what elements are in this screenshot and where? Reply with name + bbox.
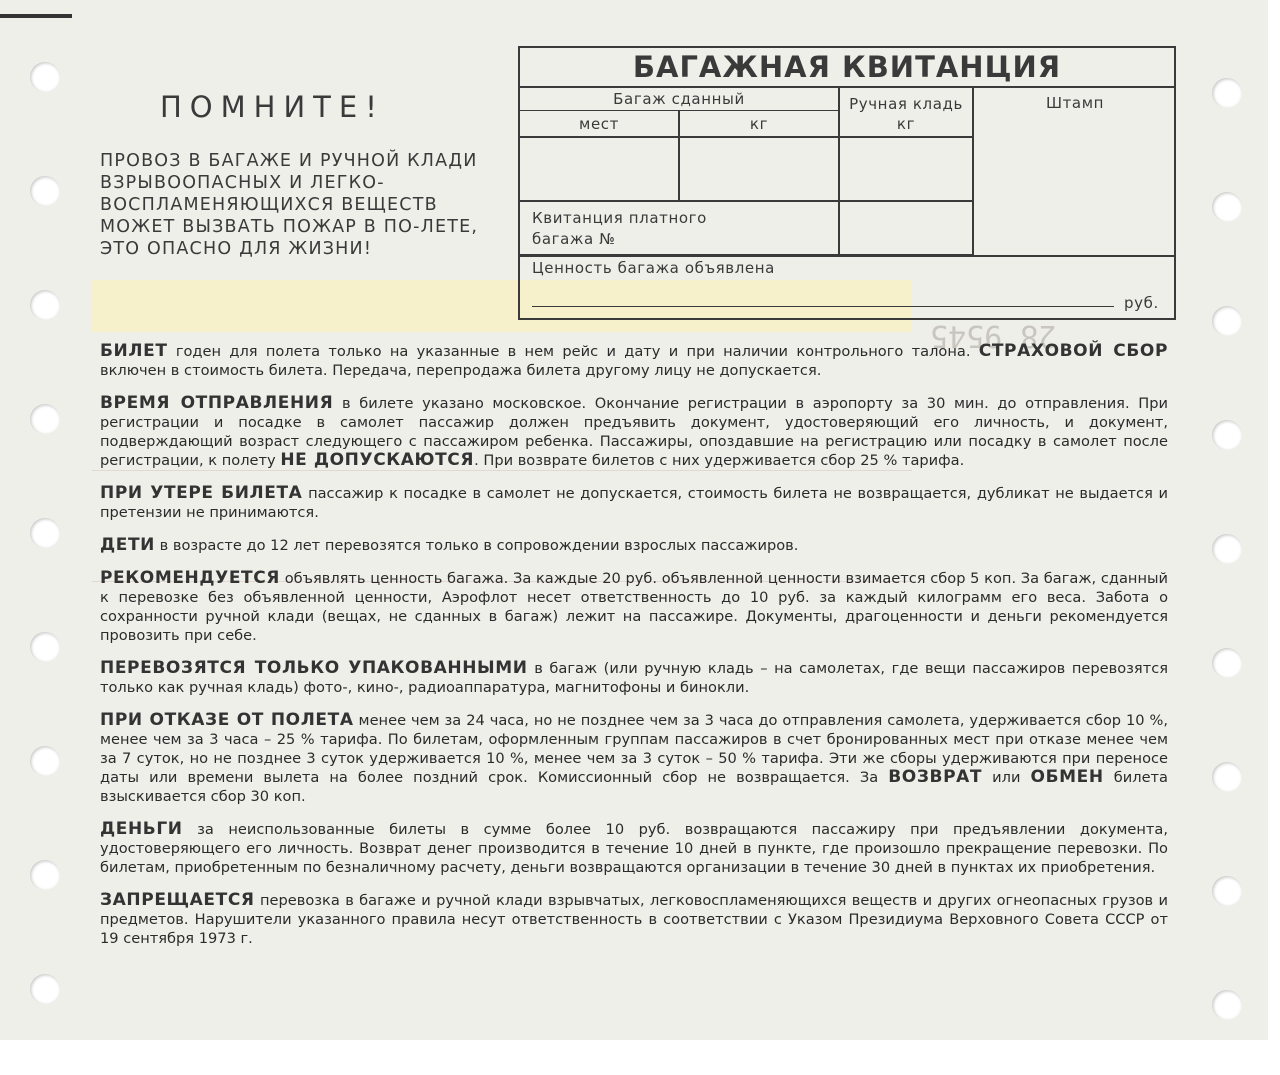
rule-ticket: БИЛЕТ годен для полета только на указанные в нем рейс и дату и при наличии контрольного талона. СТРАХОВОЙ СБОР включен в стоимость билета. Передача, перепродажа билета другому лицу не допускается. <box>100 341 1169 379</box>
places-label: мест <box>579 115 619 133</box>
perforation-hole <box>30 404 60 434</box>
perforation-hole <box>30 176 60 206</box>
rule-departure-time: ВРЕМЯ ОТПРАВЛЕНИЯ в билете указано московское. Окончание регистрации в аэропорту за 30 мин. до отправления. При регистрации и посадке в самолет пассажир должен предъявить документ, удостоверяющий его личность, и документ, подверждающий возраст следующего с пассажиром ребенка. Пассажиры, опоздавшие на регистрацию или посадку в самолет после регистрации, к полету НЕ ДОПУСКАЮТСЯ. При возврате билетов с них удерживается сбор 25 % тарифа. <box>100 393 1168 470</box>
perforation-hole <box>30 746 60 776</box>
perforation-hole <box>1212 420 1242 450</box>
rule-packed-items: ПЕРЕВОЗЯТСЯ ТОЛЬКО УПАКОВАННЫМИ в багаж (или ручную кладь – на самолетах, где вещи пассажиров перевозятся только как ручная кладь) фото-, кино-, радиоаппаратура, магнитофоны и бинокли. <box>100 658 1168 696</box>
perforation-hole <box>1212 534 1242 564</box>
rule-lost-ticket: ПРИ УТЕРЕ БИЛЕТА пассажир к посадке в самолет не допускается, стоимость билета не возвращается, дубликат не выдается и претензии не принимаются. <box>100 483 1168 521</box>
perforation-hole <box>1212 876 1242 906</box>
declared-value-label: Ценность багажа объявлена <box>532 259 775 277</box>
kg-label: кг <box>749 115 769 133</box>
rule-declared-value: РЕКОМЕНДУЕТСЯ объявлять ценность багажа. За каждые 20 руб. объявленной ценности взимается сбор 5 коп. За багаж, сданный к перевозке без объявленной ценности, Аэрофлот несет ответственность до 10 руб. за каждый килограмм его веса. Забота о сохранности ручной клади (вещах, не сданных в багаж) лежит на пассажире. Документы, драгоценности и деньги рекомендуется провозить при себе. <box>100 568 1168 644</box>
baggage-receipt <box>518 46 1176 320</box>
receipt-title: БАГАЖНАЯ КВИТАНЦИЯ <box>632 50 1062 84</box>
perforation-hole <box>1212 990 1242 1020</box>
perforation-hole <box>1212 762 1242 792</box>
warning-text: ПРОВОЗ В БАГАЖЕ И РУЧНОЙ КЛАДИ ВЗРЫВООПАСНЫХ И ЛЕГКО-ВОСПЛАМЕНЯЮЩИХСЯ ВЕЩЕСТВ МОЖЕТ ВЫЗВАТЬ ПОЖАР В ПО-ЛЕТЕ, ЭТО ОПАСНО ДЛЯ ЖИЗНИ! <box>100 151 479 259</box>
rules-section <box>100 342 1168 962</box>
rule-refunds: ДЕНЬГИ за неиспользованные билеты в сумме более 10 руб. возвращаются пассажиру при предъявлении документа, удостоверяющего его личность. Возврат денег производится в течение 10 дней в пункте, где произошло прекращение перевозки. По билетам, приобретенным по безналичному расчету, деньги возвращаются организации в течение 30 дней в пунктах их приобретения. <box>100 819 1168 876</box>
rule-refusal: ПРИ ОТКАЗЕ ОТ ПОЛЕТА менее чем за 24 часа, но не позднее чем за 3 часа до отправления самолета, удерживается сбор 10 %, менее чем за 3 часа – 25 % тарифа. По билетам, оформленным группам пассажиров в счет бронированных мест при отказе менее чем за 7 суток, но не позднее 3 суток удерживается 10 %, менее чем за 3 суток – 50 % тарифа. Эти же сборы удерживаются при переносе даты или времени вылета на более поздний срок. Комиссионный сбор не возвращается. За ВОЗВРАТ или ОБМЕН билета взыскивается сбор 30 коп. <box>100 710 1169 805</box>
checked-baggage-label: Багаж сданный <box>613 90 745 108</box>
corner-mark <box>0 14 72 18</box>
perforation-hole <box>30 974 60 1004</box>
perforation-hole <box>1212 306 1242 336</box>
perforation-hole <box>30 290 60 320</box>
rule-prohibited: ЗАПРЕЩАЕТСЯ перевозка в багаже и ручной клади взрывчатых, легковоспламеняющихся веществ и других огнеопасных грузов и предметов. Нарушители указанного правила несут ответственность в соответствии с Указом Президиума Верховного Совета СССР от 19 сентября 1973 г. <box>100 890 1168 947</box>
warning-block <box>100 90 480 260</box>
rub-label: руб. <box>1124 294 1159 312</box>
perforation-hole <box>30 518 60 548</box>
hand-luggage-label: Ручная кладь кг <box>849 95 963 133</box>
bleed-through-number: 28 9545 <box>930 318 1057 353</box>
perforation-hole <box>1212 78 1242 108</box>
stamp-label: Штамп <box>1045 94 1105 112</box>
perforation-hole <box>30 632 60 662</box>
rule-children: ДЕТИ в возрасте до 12 лет перевозятся только в сопровождении взрослых пассажиров. <box>100 535 799 555</box>
perforation-hole <box>30 62 60 92</box>
perforation-hole <box>1212 192 1242 222</box>
warning-title: ПОМНИТЕ! <box>160 90 385 124</box>
perforation-hole <box>30 860 60 890</box>
scan-margin <box>0 1040 1268 1075</box>
perforation-hole <box>1212 648 1242 678</box>
receipt-number-label: Квитанция платного багажа № <box>532 209 707 248</box>
